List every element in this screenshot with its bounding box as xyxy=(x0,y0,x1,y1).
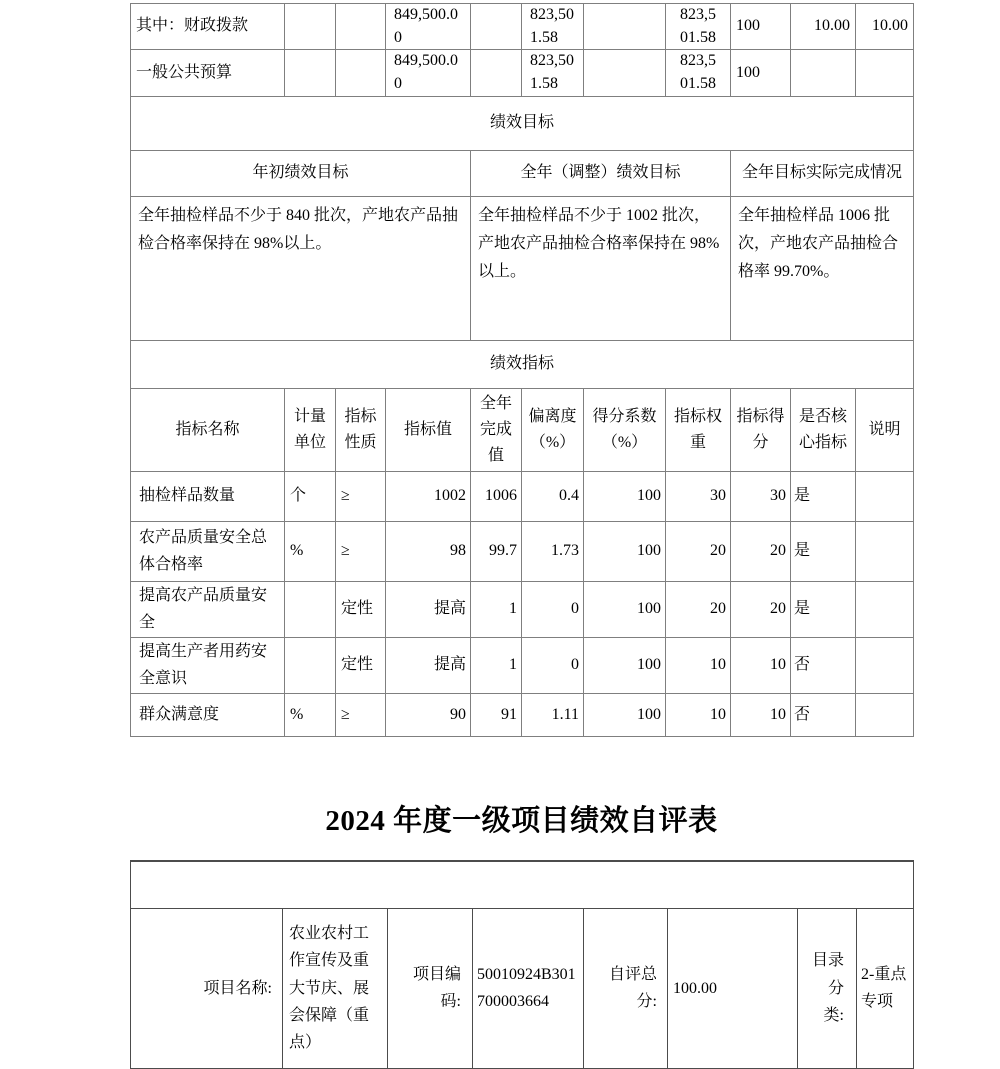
indicator-score: 20 xyxy=(731,521,791,581)
goal-header-actual: 全年目标实际完成情况 xyxy=(731,150,914,196)
goal-header-initial: 年初绩效目标 xyxy=(131,150,471,196)
indicator-unit xyxy=(285,581,336,637)
indicator-name: 提高农产品质量安全 xyxy=(131,581,285,637)
indicator-row xyxy=(131,637,914,693)
indicator-remark xyxy=(856,637,914,693)
indicator-nature: 定性 xyxy=(336,581,386,637)
goal-header-adjusted: 全年（调整）绩效目标 xyxy=(471,150,731,196)
indicator-name: 提高生产者用药安全意识 xyxy=(131,637,285,693)
indicator-score: 20 xyxy=(731,581,791,637)
indicator-unit: % xyxy=(285,693,336,736)
final-amount: 823,501.58 xyxy=(522,4,584,50)
empty-cell xyxy=(285,50,336,96)
indicator-core-flag: 是 xyxy=(791,521,856,581)
indicator-weight: 20 xyxy=(666,581,731,637)
indicator-remark xyxy=(856,521,914,581)
goals-section-title: 绩效目标 xyxy=(131,96,914,150)
goals-content-row xyxy=(131,196,914,340)
execution-rate: 100 xyxy=(731,50,791,96)
project-name-value: 农业农村工作宣传及重大节庆、展会保障（重点） xyxy=(283,908,388,1068)
indicator-row xyxy=(131,693,914,736)
indicator-target: 98 xyxy=(386,521,471,581)
performance-summary-table xyxy=(130,3,914,737)
indicator-remark xyxy=(856,693,914,736)
indicator-completion: 1006 xyxy=(471,471,522,521)
catalog-category-label: 目录分类: xyxy=(798,908,857,1068)
empty-cell xyxy=(336,4,386,50)
funding-row-fiscal xyxy=(131,4,914,50)
final-amount: 823,501.58 xyxy=(522,50,584,96)
col-header-weight: 指标权重 xyxy=(666,388,731,471)
actual-amount: 823,501.58 xyxy=(666,4,731,50)
funding-row-public-budget xyxy=(131,50,914,96)
indicators-header-row xyxy=(131,388,914,471)
indicator-completion: 1 xyxy=(471,581,522,637)
indicator-remark xyxy=(856,581,914,637)
indicator-weight: 10 xyxy=(666,637,731,693)
indicator-coefficient: 100 xyxy=(584,521,666,581)
indicator-coefficient: 100 xyxy=(584,581,666,637)
indicator-score: 10 xyxy=(731,637,791,693)
project-info-row xyxy=(131,908,914,1068)
empty-cell xyxy=(285,4,336,50)
indicator-completion: 99.7 xyxy=(471,521,522,581)
col-header-nature: 指标性质 xyxy=(336,388,386,471)
indicator-target: 90 xyxy=(386,693,471,736)
goal-text-adjusted: 全年抽检样品不少于 1002 批次，产地农产品抽检合格率保持在 98%以上。 xyxy=(471,196,731,340)
indicator-score: 10 xyxy=(731,693,791,736)
weight-value: 10.00 xyxy=(791,4,856,50)
indicator-coefficient: 100 xyxy=(584,693,666,736)
empty-cell xyxy=(584,4,666,50)
indicator-core-flag: 否 xyxy=(791,693,856,736)
indicator-coefficient: 100 xyxy=(584,471,666,521)
indicator-weight: 20 xyxy=(666,521,731,581)
project-name-label: 项目名称: xyxy=(131,908,283,1068)
indicator-target: 1002 xyxy=(386,471,471,521)
empty-cell xyxy=(584,50,666,96)
empty-cell xyxy=(471,4,522,50)
actual-amount: 823,501.58 xyxy=(666,50,731,96)
score-value xyxy=(856,50,914,96)
goals-section-row xyxy=(131,96,914,150)
funding-label: 其中：财政拨款 xyxy=(131,4,285,50)
empty-cell xyxy=(336,50,386,96)
indicator-remark xyxy=(856,471,914,521)
col-header-indicator-name: 指标名称 xyxy=(131,388,285,471)
indicator-deviation: 0 xyxy=(522,637,584,693)
indicator-coefficient: 100 xyxy=(584,637,666,693)
goal-text-actual: 全年抽检样品 1006 批次，产地农产品抽检合格率 99.70%。 xyxy=(731,196,914,340)
self-eval-score-label: 自评总分: xyxy=(584,908,668,1068)
weight-value xyxy=(791,50,856,96)
col-header-annual-completion: 全年完成值 xyxy=(471,388,522,471)
indicator-nature: ≥ xyxy=(336,521,386,581)
indicator-name: 抽检样品数量 xyxy=(131,471,285,521)
indicator-nature: 定性 xyxy=(336,637,386,693)
indicator-row xyxy=(131,471,914,521)
col-header-remark: 说明 xyxy=(856,388,914,471)
indicators-section-title: 绩效指标 xyxy=(131,340,914,388)
indicator-unit: 个 xyxy=(285,471,336,521)
goals-header-row xyxy=(131,150,914,196)
indicator-name: 群众满意度 xyxy=(131,693,285,736)
indicators-section-row xyxy=(131,340,914,388)
project-code-label: 项目编码: xyxy=(388,908,473,1068)
indicator-score: 30 xyxy=(731,471,791,521)
indicator-unit xyxy=(285,637,336,693)
catalog-category-value: 2-重点专项 xyxy=(857,908,914,1068)
indicator-deviation: 1.73 xyxy=(522,521,584,581)
score-value: 10.00 xyxy=(856,4,914,50)
budget-amount: 849,500.00 xyxy=(386,4,471,50)
col-header-target-value: 指标值 xyxy=(386,388,471,471)
indicator-weight: 30 xyxy=(666,471,731,521)
col-header-deviation: 偏离度（%） xyxy=(522,388,584,471)
indicator-core-flag: 否 xyxy=(791,637,856,693)
project-code-value: 50010924B301700003664 xyxy=(473,908,584,1068)
project-self-eval-table xyxy=(130,860,914,1069)
goal-text-initial: 全年抽检样品不少于 840 批次，产地农产品抽检合格率保持在 98%以上。 xyxy=(131,196,471,340)
col-header-score-coefficient: 得分系数（%） xyxy=(584,388,666,471)
execution-rate: 100 xyxy=(731,4,791,50)
indicator-nature: ≥ xyxy=(336,693,386,736)
indicator-target: 提高 xyxy=(386,637,471,693)
indicator-completion: 91 xyxy=(471,693,522,736)
indicator-core-flag: 是 xyxy=(791,471,856,521)
document-page xyxy=(130,0,913,1069)
indicator-core-flag: 是 xyxy=(791,581,856,637)
indicator-name: 农产品质量安全总体合格率 xyxy=(131,521,285,581)
indicator-row xyxy=(131,581,914,637)
col-header-core-flag: 是否核心指标 xyxy=(791,388,856,471)
indicator-unit: % xyxy=(285,521,336,581)
empty-cell xyxy=(131,861,914,909)
indicator-deviation: 1.11 xyxy=(522,693,584,736)
funding-label: 一般公共预算 xyxy=(131,50,285,96)
empty-cell xyxy=(471,50,522,96)
indicator-weight: 10 xyxy=(666,693,731,736)
indicator-target: 提高 xyxy=(386,581,471,637)
indicator-completion: 1 xyxy=(471,637,522,693)
page-title: 2024 年度一级项目绩效自评表 xyxy=(325,804,718,837)
indicator-nature: ≥ xyxy=(336,471,386,521)
col-header-score: 指标得分 xyxy=(731,388,791,471)
indicator-deviation: 0 xyxy=(522,581,584,637)
indicator-row xyxy=(131,521,914,581)
indicator-deviation: 0.4 xyxy=(522,471,584,521)
self-eval-score-value: 100.00 xyxy=(668,908,798,1068)
col-header-unit: 计量单位 xyxy=(285,388,336,471)
empty-header-row xyxy=(131,861,914,909)
budget-amount: 849,500.00 xyxy=(386,50,471,96)
